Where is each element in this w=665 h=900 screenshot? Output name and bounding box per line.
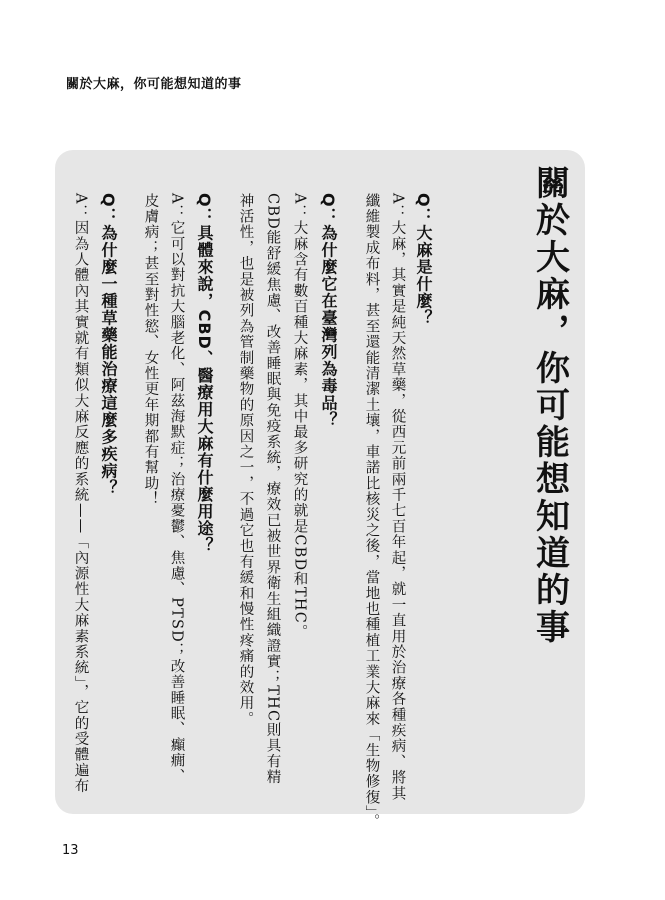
- answer-1-line-2: 纖維製成布料，甚至還能清潔土壤，車諾比核災之後，當地也種植工業大麻來「生物修復」。: [363, 193, 380, 830]
- page-number: 13: [62, 843, 79, 858]
- question-3: Q：具體來說，CBD、醫療用大麻有什麼用途？: [195, 193, 214, 554]
- answer-3-line-2: 皮膚病；甚至對性慾、女性更年期都有幫助！: [142, 193, 159, 507]
- answer-4-line-1: A：因為人體內其實就有類似大麻反應的系統——「內源性大麻素系統」，它的受體遍布: [72, 193, 89, 795]
- answer-2-line-3: 神活性，也是被列為管制藥物的原因之一，不過它也有緩和慢性疼痛的效用。: [237, 193, 254, 727]
- page-title: 關於大麻，你可能想知道的事: [529, 165, 570, 646]
- question-1: Q：大麻是什麼？: [414, 193, 433, 327]
- question-2: Q：為什麼它在臺灣列為毒品？: [319, 193, 338, 429]
- answer-2-line-2: CBD能舒緩焦慮、改善睡眠與免疫系統，療效已被世界衛生組織證實；THC則具有精: [264, 193, 281, 786]
- answer-1-line-1: A：大麻，其實是純天然草藥，從西元前兩千七百年起，就一直用於治療各種疾病、將其: [389, 193, 406, 802]
- question-4: Q：為什麼一種草藥能治療這麼多疾病？: [99, 193, 118, 497]
- running-head: 關於大麻，你可能想知道的事: [66, 77, 242, 92]
- answer-2-line-1: A：大麻含有數百種大麻素，其中最多研究的就是CBD和THC。: [291, 193, 308, 640]
- answer-3-line-1: A：它可以對抗大腦老化、阿茲海默症；治療憂鬱、焦慮、PTSD；改善睡眠、癲癇、: [168, 193, 185, 785]
